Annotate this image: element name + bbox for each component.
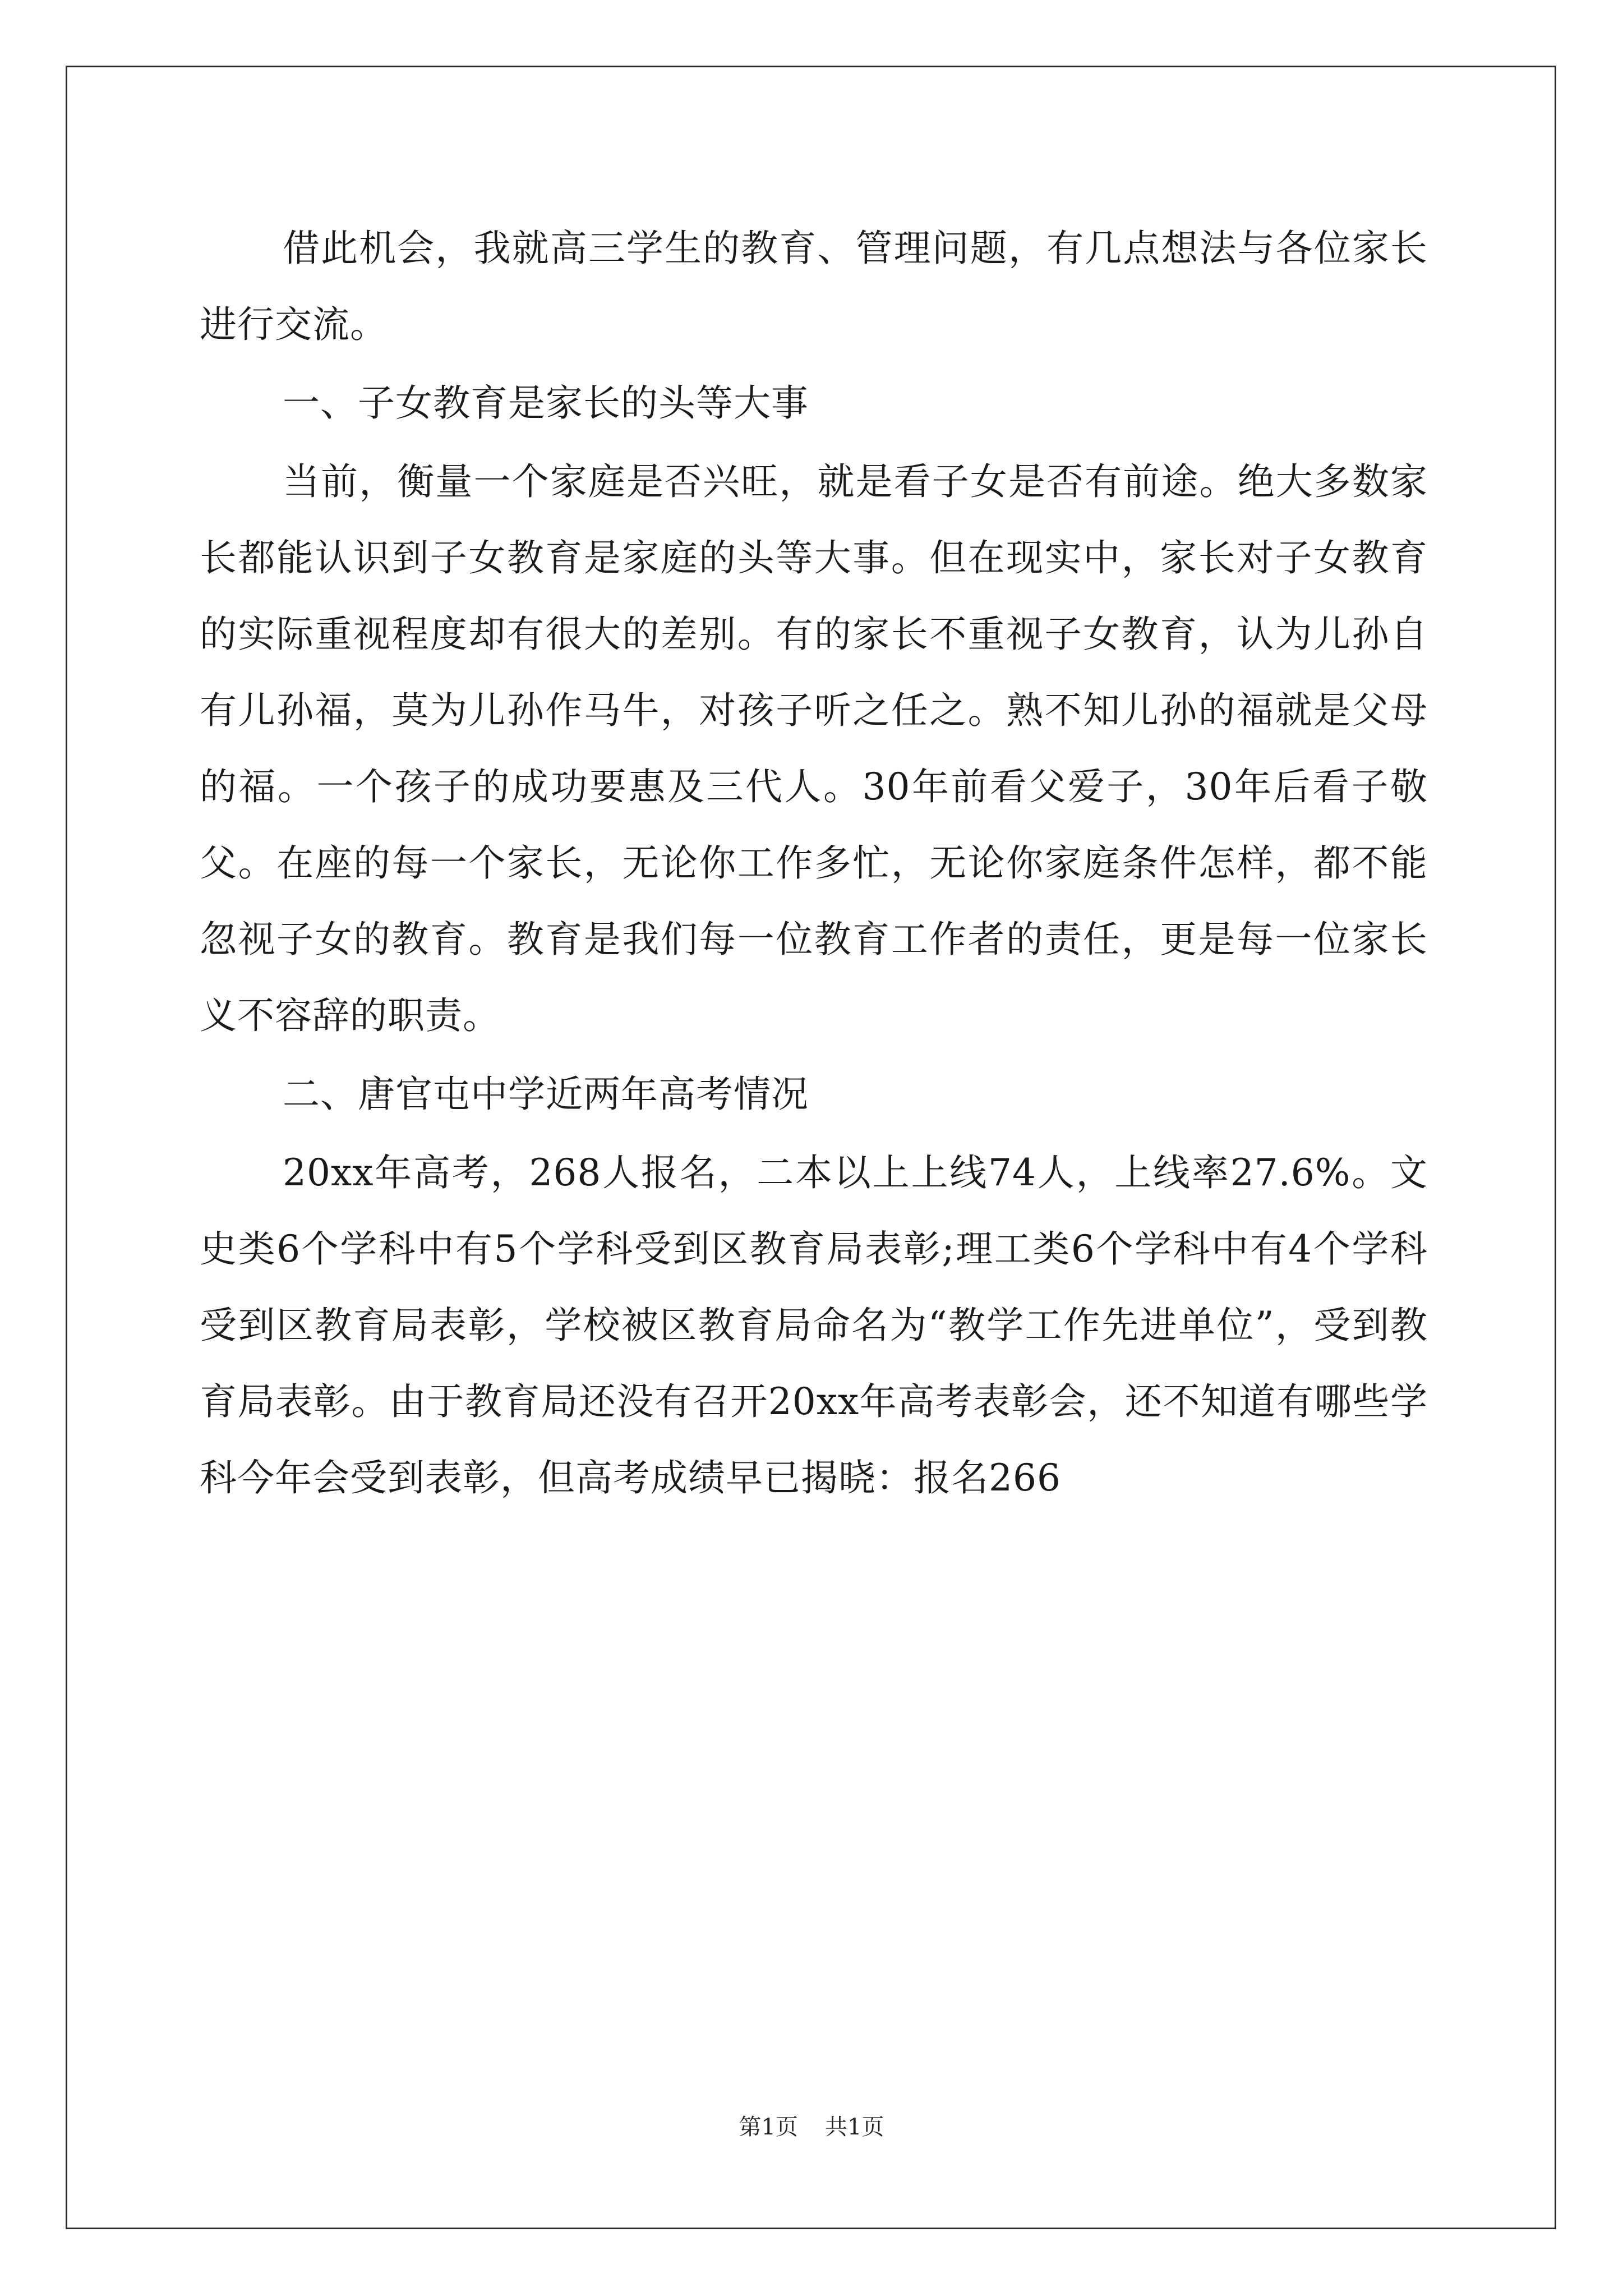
paragraph-section-2: 20xx年高考，268人报名，二本以上上线74人，上线率27.6%。文史类6个学科中有5个学科受到区教育局表彰;理工类6个学科中有4个学科受到区教育局表彰，学校被区教育局命名为“教学工作先进单位”，受到教育局表彰。由于教育局还没有召开20xx年高考表彰会，还不知道有哪些学科今年会受到表彰，但高考成绩早已揭晓：报名266 <box>200 1151 1428 1499</box>
paragraph-section-1: 当前，衡量一个家庭是否兴旺，就是看子女是否有前途。绝大多数家长都能认识到子女教育是家庭的头等大事。但在现实中，家长对子女教育的实际重视程度却有很大的差别。有的家长不重视子女教育，认为儿孙自有儿孙福，莫为儿孙作马牛，对孩子听之任之。熟不知儿孙的福就是父母的福。一个孩子的成功要惠及三代人。30年前看父爱子，30年后看子敬父。在座的每一个家长，无论你工作多忙，无论你家庭条件怎样，都不能忽视子女的教育。教育是我们每一位教育工作者的责任，更是每一位家长义不容辞的职责。 <box>200 460 1428 1037</box>
section-heading-1: 一、子女教育是家长的头等大事 <box>283 381 809 425</box>
section-heading-2: 二、唐官屯中学近两年高考情况 <box>283 1073 809 1116</box>
page-footer <box>0 2110 1623 2144</box>
paragraph-intro: 借此机会，我就高三学生的教育、管理问题，有几点想法与各位家长进行交流。 <box>200 227 1428 346</box>
page-total: 共1页 <box>825 2114 884 2140</box>
page-number: 第1页 <box>739 2114 798 2140</box>
document-body <box>200 210 1428 1516</box>
